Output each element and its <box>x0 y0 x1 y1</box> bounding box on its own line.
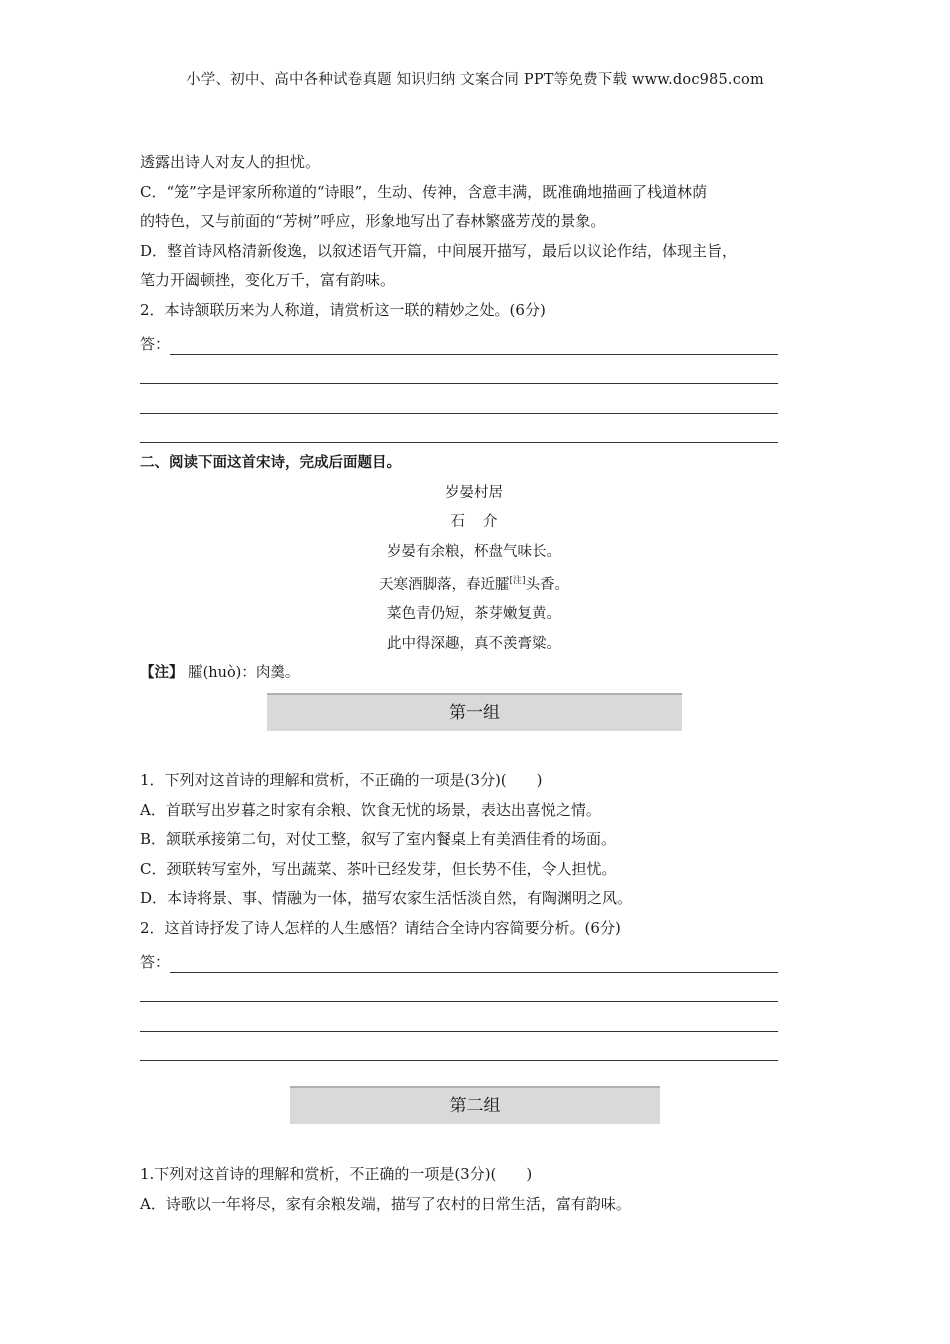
group-2-content <box>140 1160 808 1219</box>
poem-line: 菜色青仍短，茶芽嫩复黄。 <box>387 606 561 623</box>
part1-content <box>140 148 808 689</box>
option-d: D．整首诗风格清新俊逸，以叙述语气开篇，中间展开描写，最后以议论作结，体现主旨， <box>140 241 738 260</box>
option-a: A．诗歌以一年将尽，家有余粮发端，描写了农村的日常生活，富有韵味。 <box>140 1194 631 1213</box>
answer-area[interactable] <box>140 355 808 385</box>
poem-author: 石介 <box>450 514 516 530</box>
option-b: B．颔联承接第二句，对仗工整，叙写了室内餐桌上有美酒佳肴的场面。 <box>140 830 617 848</box>
answer-area[interactable] <box>140 1002 808 1032</box>
option-a: A．首联写出岁暮之时家有余粮、饮食无忧的场景，表达出喜悦之情。 <box>140 800 601 819</box>
option-c: C．“笼”字是评家所称道的“诗眼”，生动、传神，含意丰满，既准确地描画了栈道林荫 <box>140 182 708 201</box>
answer-line <box>170 950 778 973</box>
question-1: 1.下列对这首诗的理解和赏析，不正确的一项是(3分)( ) <box>140 1165 533 1183</box>
answer-label: 答： <box>140 334 171 353</box>
note-mark: [注] <box>509 576 526 586</box>
text-line: 笔力开阖顿挫，变化万千，富有韵味。 <box>140 271 396 289</box>
section-title: 二、阅读下面这首宋诗，完成后面题目。 <box>140 455 401 471</box>
poem-note <box>140 659 808 689</box>
group-1-header: 第一组 <box>267 693 682 731</box>
answer-line <box>140 979 778 1002</box>
answer-line <box>140 1009 778 1032</box>
group-1-content <box>140 766 808 1061</box>
question-1: 1．下列对这首诗的理解和赏析，不正确的一项是(3分)( ) <box>140 771 543 789</box>
poem <box>140 479 808 660</box>
page-header: 小学、初中、高中各种试卷真题 知识归纳 文案合同 PPT等免费下载 www.doc985.com <box>186 72 764 88</box>
poem-line: 岁晏有余粮，杯盘气味长。 <box>387 543 561 560</box>
text-line: 透露出诗人对友人的担忧。 <box>140 153 321 171</box>
option-c: C．颈联转写室外，写出蔬菜、茶叶已经发芽，但长势不佳，令人担忧。 <box>140 859 617 878</box>
text-line: 的特色，又与前面的“芳树”呼应，形象地写出了春林繁盛芳茂的景象。 <box>140 212 606 230</box>
answer-label: 答： <box>140 952 171 971</box>
question-2: 2．这首诗抒发了诗人怎样的人生感悟？请结合全诗内容简要分析。(6分) <box>140 918 621 937</box>
answer-area[interactable] <box>140 414 808 444</box>
option-d: D．本诗将景、事、情融为一体，描写农家生活恬淡自然，有陶渊明之风。 <box>140 889 633 907</box>
answer-line <box>170 332 778 355</box>
answer-line <box>140 420 778 443</box>
group-2-header: 第二组 <box>290 1086 660 1124</box>
answer-line <box>140 361 778 384</box>
poem-line: 此中得深趣，真不羡膏粱。 <box>387 635 561 652</box>
answer-line <box>140 1038 778 1061</box>
answer-area[interactable] <box>140 973 808 1003</box>
poem-title: 岁晏村居 <box>445 484 503 501</box>
answer-line <box>140 391 778 414</box>
note-text: 臛(huò)：肉羹。 <box>188 665 300 682</box>
note-label: 【注】 <box>140 665 184 682</box>
answer-area[interactable] <box>140 943 808 973</box>
poem-line: 天寒酒脚落，春近臛[注]头香。 <box>378 576 570 593</box>
answer-area[interactable] <box>140 1032 808 1062</box>
question-2: 2．本诗颔联历来为人称道，请赏析这一联的精妙之处。(6分) <box>140 300 546 319</box>
answer-area[interactable] <box>140 325 808 355</box>
answer-area[interactable] <box>140 384 808 414</box>
